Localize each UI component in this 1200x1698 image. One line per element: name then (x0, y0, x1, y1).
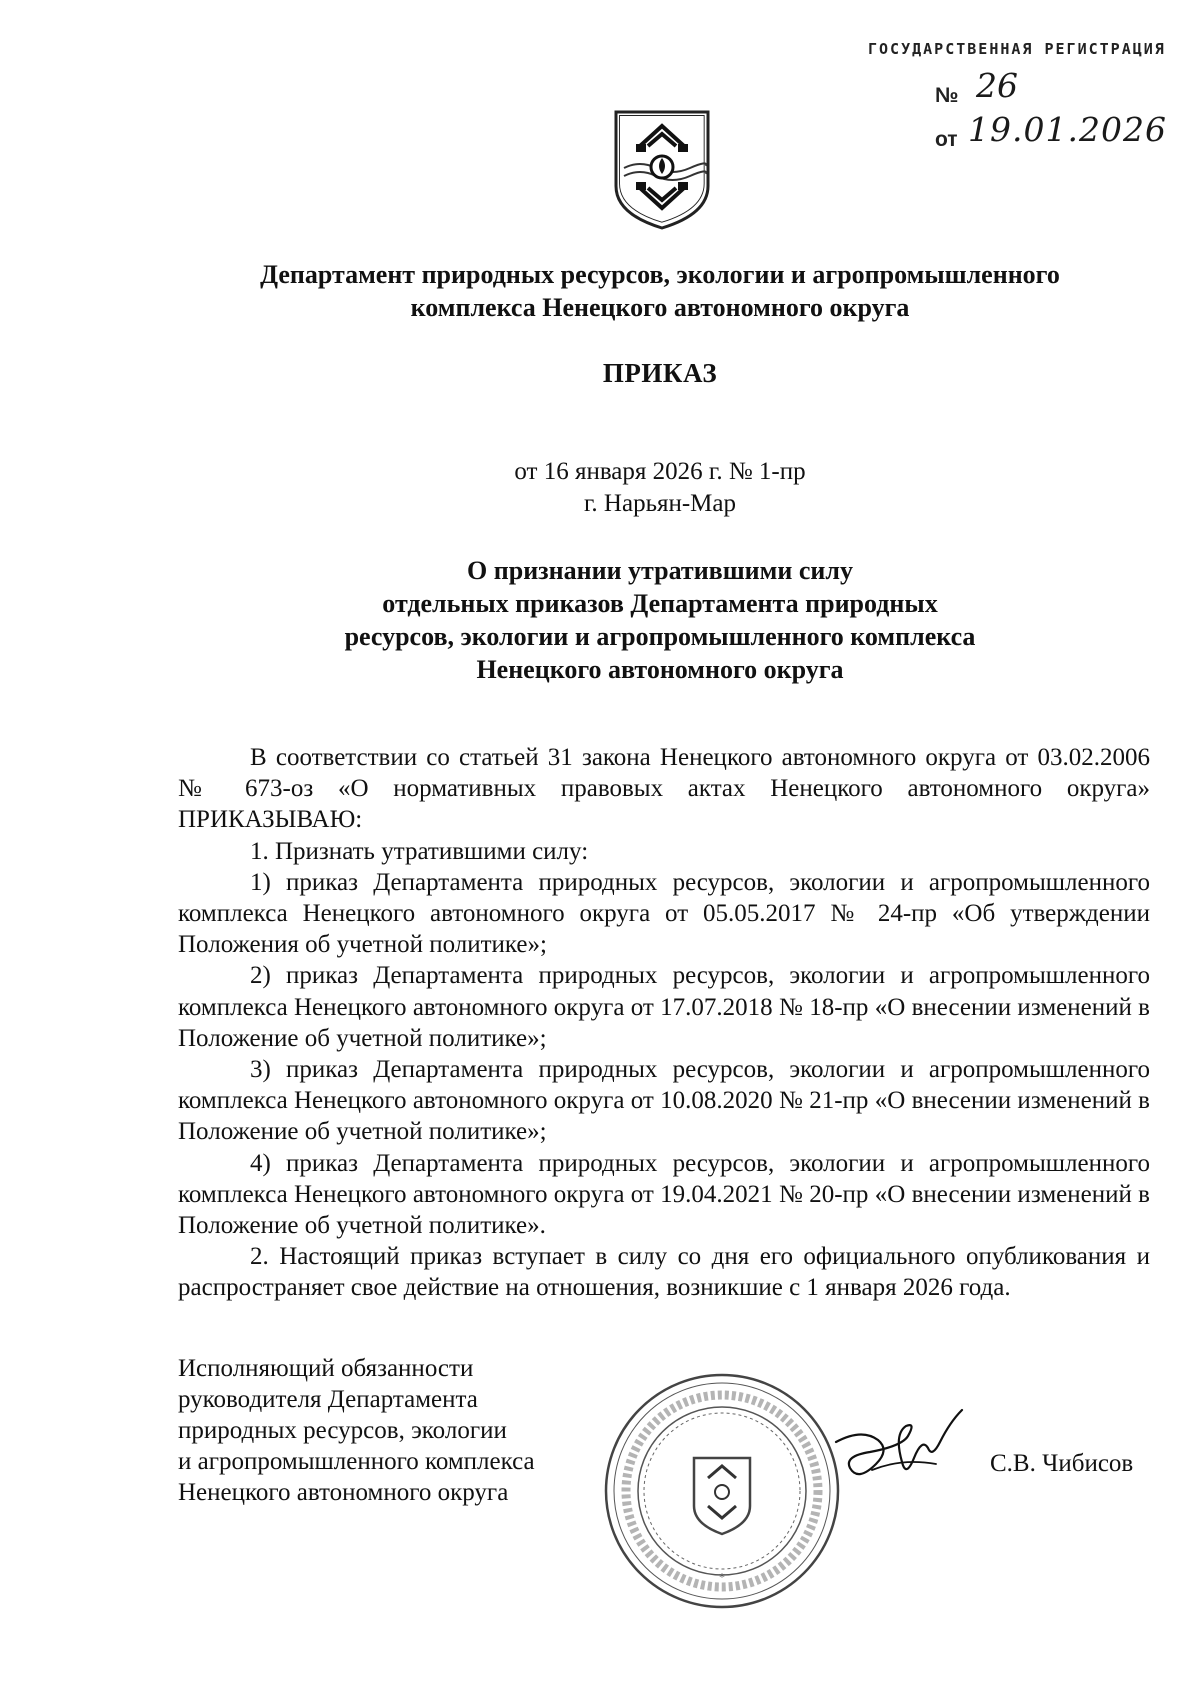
signer-position-line2: руководителя Департамента (178, 1386, 478, 1413)
clause-1-item-2: 2) приказ Департамента природных ресурсов, экологии и агропромышленного комплекса Ненецкого автономного округа от 17.07.2018 № 18-пр «О внесении изменений в Положение об учетной политике»; (178, 962, 1150, 1052)
signer-position-line3: природных ресурсов, экологии (178, 1417, 507, 1444)
clause-2: 2. Настоящий приказ вступает в силу со дня его официального опубликования и распространяет свое действие на отношения, возникшие с 1 января 2026 года. (178, 1243, 1150, 1302)
registration-number: 26 (976, 66, 1018, 105)
order-subject (0, 554, 1200, 686)
registration-stamp-title: ГОСУДАРСТВЕННАЯ РЕГИСТРАЦИЯ (868, 40, 1166, 58)
handwritten-signature-icon (832, 1398, 972, 1508)
clause-1-item-3: 3) приказ Департамента природных ресурсов, экологии и агропромышленного комплекса Ненецкого автономного округа от 10.08.2020 № 21-пр «О внесении изменений в Положение об учетной политике»; (178, 1056, 1150, 1146)
clause-1-item-4: 4) приказ Департамента природных ресурсов, экологии и агропромышленного комплекса Ненецкого автономного округа от 19.04.2021 № 20-пр «О внесении изменений в Положение об учетной политике». (178, 1149, 1150, 1240)
registration-date-label: от (935, 128, 958, 151)
order-body (178, 742, 1150, 1304)
registration-number-label: № (935, 84, 959, 107)
signer-position-line4: и агропромышленного комплекса (178, 1448, 535, 1475)
nao-coat-of-arms-icon (610, 106, 714, 232)
clause-1: 1. Признать утратившими силу: (250, 837, 589, 865)
department-name (0, 258, 1200, 324)
order-date-number: от 16 января 2026 г. № 1-пр (514, 458, 806, 485)
subject-line4: Ненецкого автономного округа (476, 655, 844, 684)
order-meta (0, 456, 1200, 520)
svg-text:*: * (719, 1571, 725, 1584)
signer-position (178, 1353, 535, 1508)
preamble-paragraph: В соответствии со статьей 31 закона Ненецкого автономного округа от 03.02.2006 № 673-оз «О нормативных правовых актах Ненецкого автономного округа» ПРИКАЗЫВАЮ: (178, 744, 1150, 834)
clause-1-item-1: 1) приказ Департамента природных ресурсов, экологии и агропромышленного комплекса Ненецкого автономного округа от 05.05.2017 № 24-пр «Об утверждении Положения об учетной политике»; (178, 868, 1150, 959)
signer-position-line1: Исполняющий обязанности (178, 1355, 474, 1382)
department-name-line1: Департамент природных ресурсов, экологии и агропромышленного (260, 260, 1060, 289)
registration-date: 19.01.2026 (968, 110, 1167, 149)
order-city: г. Нарьян-Мар (583, 490, 736, 517)
subject-line1: О признании утратившими силу (467, 556, 853, 585)
subject-line2: отдельных приказов Департамента природных (382, 589, 938, 618)
signer-name: С.В. Чибисов (990, 1450, 1134, 1477)
official-round-seal-icon (600, 1366, 844, 1616)
document-type-title: ПРИКАЗ (602, 358, 718, 388)
signer-position-line5: Ненецкого автономного округа (178, 1479, 509, 1506)
department-name-line2: комплекса Ненецкого автономного округа (410, 293, 910, 322)
subject-line3: ресурсов, экологии и агропромышленного комплекса (344, 622, 976, 651)
